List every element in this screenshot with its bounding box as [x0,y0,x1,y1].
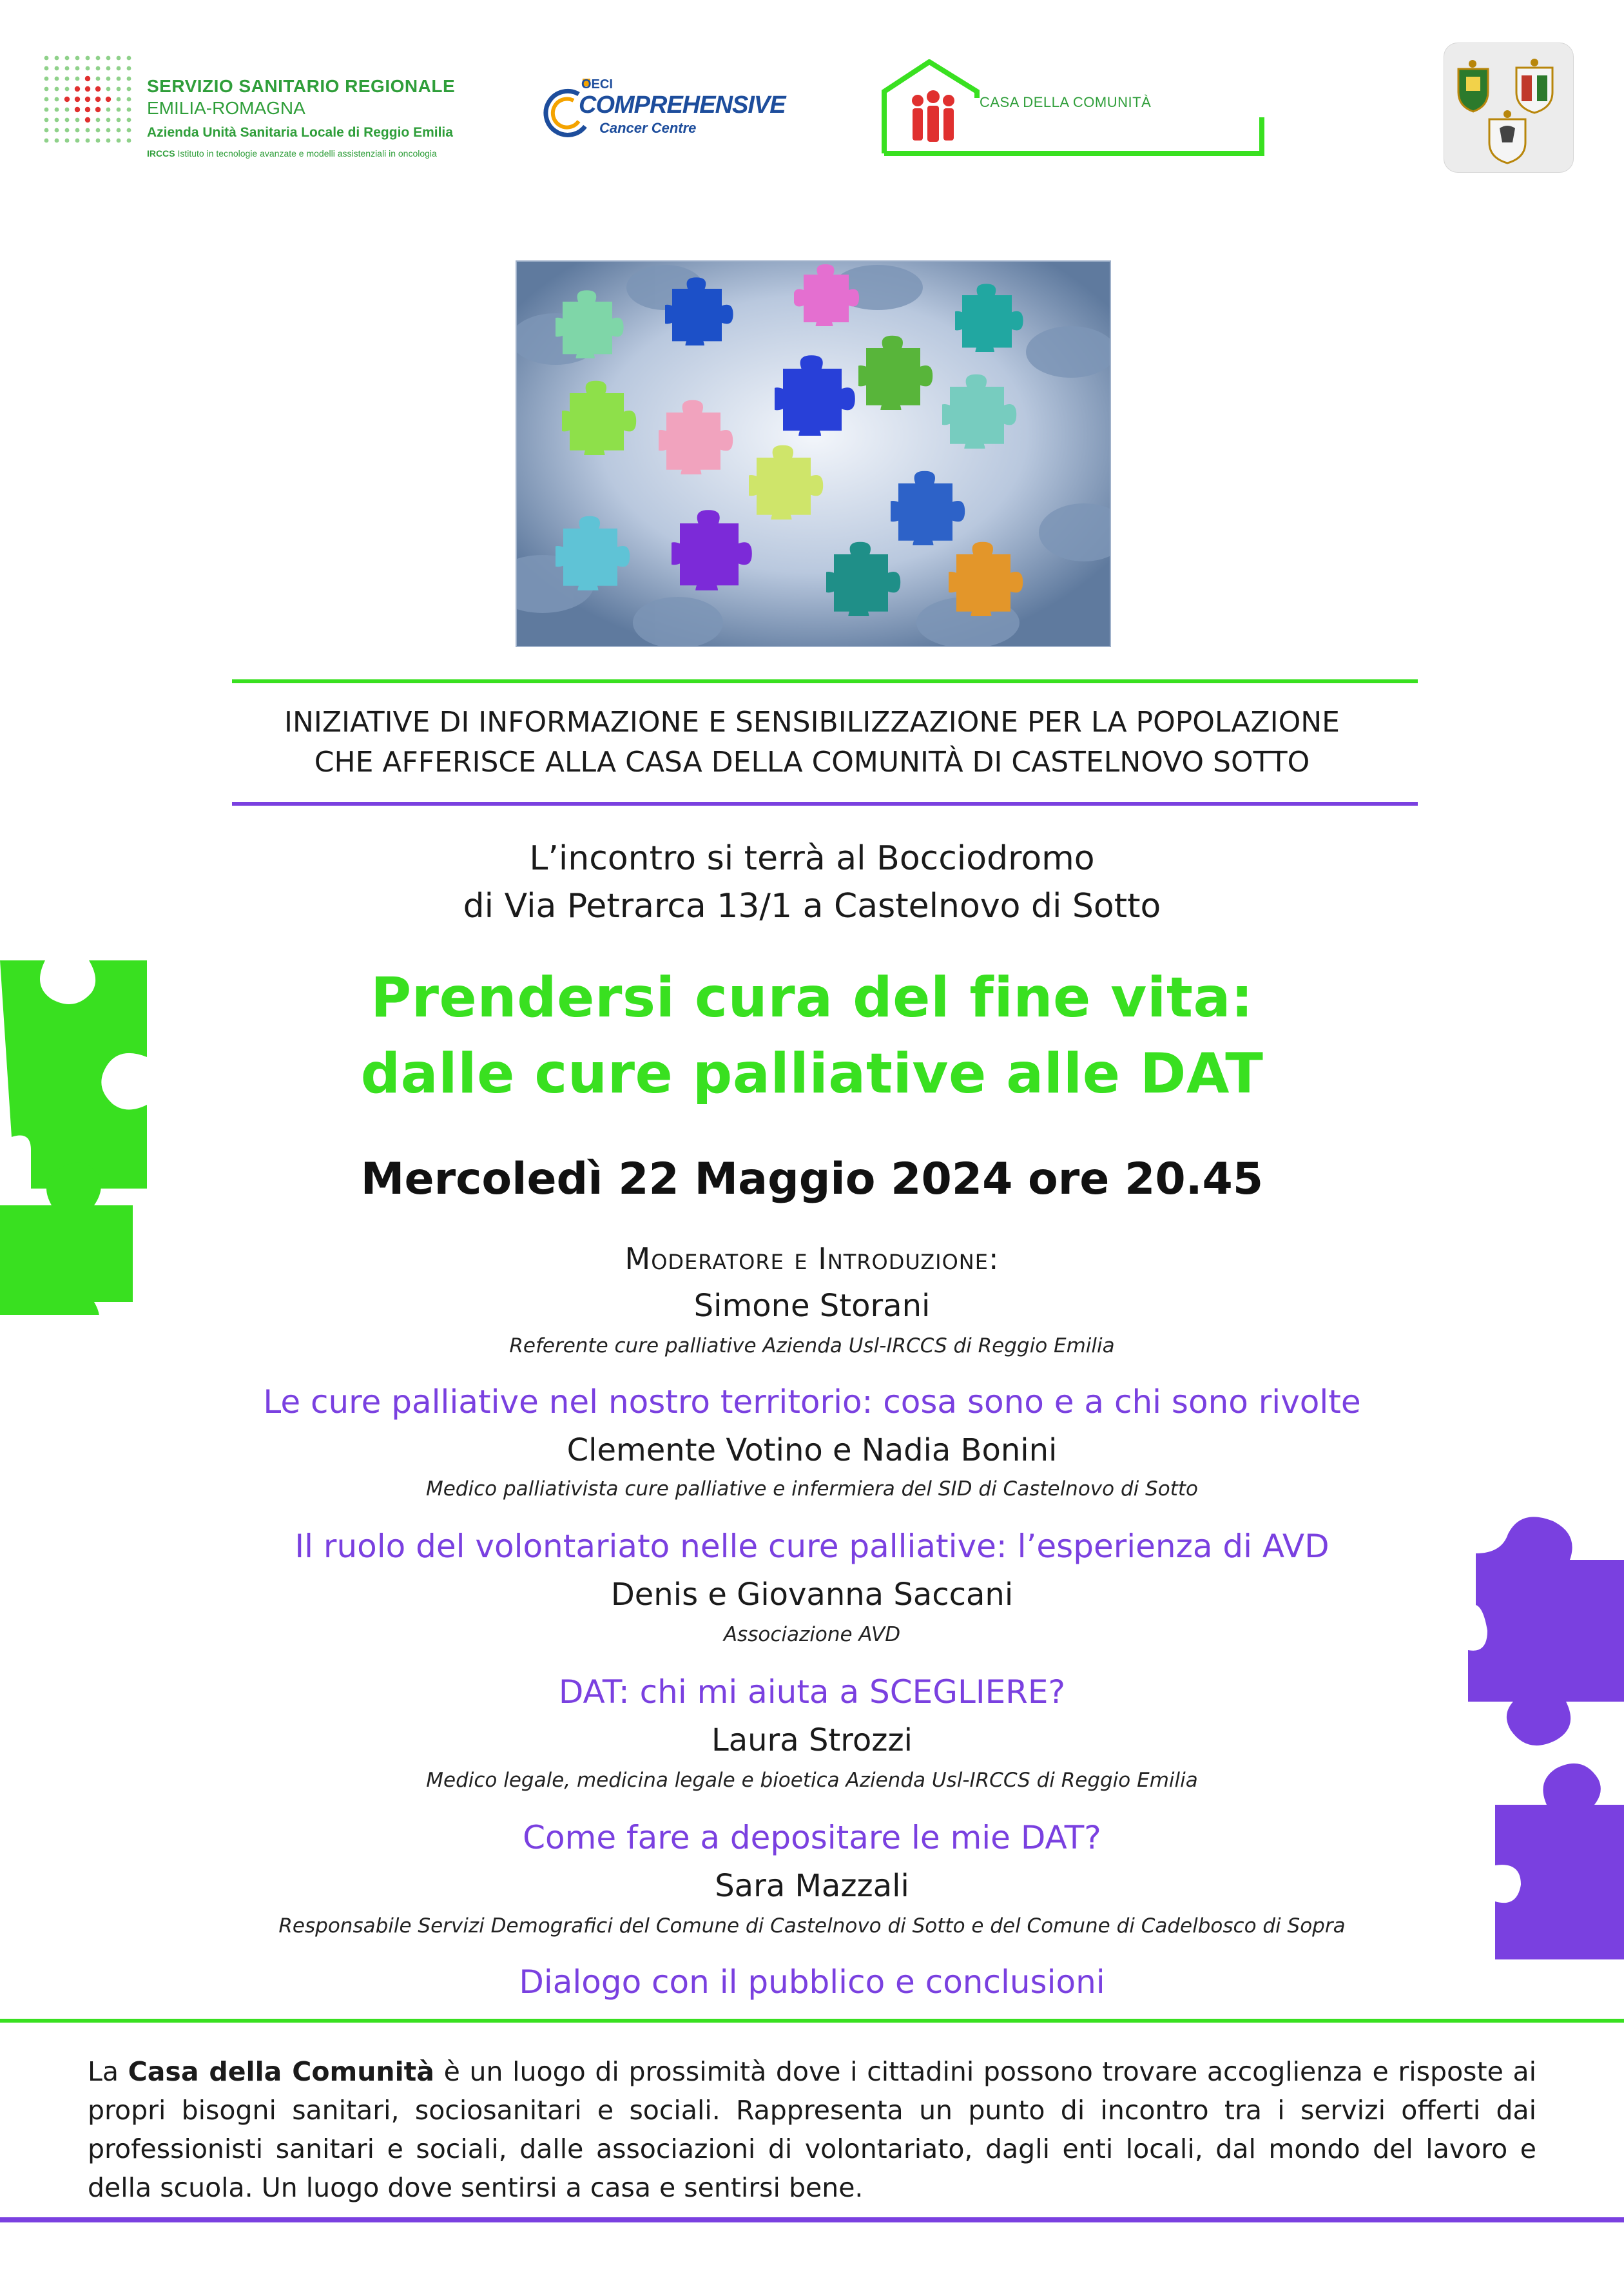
program-role-3: Medico legale, medicina legale e bioetica Azienda Usl-IRCCS di Reggio Emilia [426,1769,1198,1792]
ssr-logo-line4-text: Istituto in tecnologie avanzate e modelli assistenziali in oncologia [177,148,437,159]
banner-top-rule [232,679,1418,683]
ssr-dots-logo-icon [40,52,138,150]
program-topic-1: Le cure palliative nel nostro territorio: cosa sono e a chi sono rivolte [263,1383,1361,1421]
municipal-crests [1444,43,1574,173]
puzzle-hands-photo [516,260,1111,647]
footer-body: è un luogo di prossimità dove i cittadini possono trovare accoglienza e risposte ai propri bisogni sanitari, sociosanitari e sociali. Rappresenta un punto di incontro tra i servizi offerti dai professionisti sanitari e sociali, dalle associazioni di volontariato, dagli enti locali, dal mondo del lavoro e della scuola. Un luogo dove sentirsi a casa e sentirsi bene. [88,2056,1537,2203]
footer-bottom-rule [0,2217,1624,2222]
moderator-label: Moderatore e Introduzione: [624,1241,1000,1276]
banner-line-2: CHE AFFERISCE ALLA CASA DELLA COMUNITÀ DI CASTELNOVO SOTTO [314,746,1310,779]
green-puzzle-deco-icon [0,954,174,1315]
venue-line-2: di Via Petrarca 13/1 a Castelnovo di Sotto [463,887,1161,926]
program-speakers-1: Clemente Votino e Nadia Bonini [566,1432,1058,1468]
event-title-line-1: Prendersi cura del fine vita: [371,966,1253,1030]
program-speakers-4: Sara Mazzali [715,1868,909,1904]
venue-line-1: L’incontro si terrà al Bocciodromo [529,839,1095,878]
ssr-logo-line3: Azienda Unità Sanitaria Locale di Reggio Emilia [147,125,453,140]
moderator-role: Referente cure palliative Azienda Usl-IRCCS di Reggio Emilia [509,1334,1115,1357]
puzzle-photo-illustration [517,262,1110,646]
purple-puzzle-deco-icon [1456,1515,1624,1966]
closing-line: Dialogo con il pubblico e conclusioni [519,1963,1105,2001]
casa-logo-label: CASA DELLA COMUNITÀ [980,94,1152,110]
program-role-1: Medico palliativista cure palliative e infermiera del SID di Castelnovo di Sotto [425,1477,1199,1501]
event-date: Mercoledì 22 Maggio 2024 ore 20.45 [360,1154,1264,1205]
ssr-logo-line2: EMILIA-ROMAGNA [147,98,305,118]
footer-top-rule [0,2019,1624,2023]
program-topic-2: Il ruolo del volontariato nelle cure palliative: l’esperienza di AVD [295,1528,1329,1565]
program-topic-3: DAT: chi mi aiuta a SCEGLIERE? [558,1673,1066,1711]
crest-shields-icon [1444,43,1573,172]
oeci-logo-main: COMPREHENSIVE [579,92,786,119]
event-title-line-2: dalle cure palliative alle DAT [360,1042,1264,1106]
banner-bottom-rule [232,802,1418,806]
oeci-logo-top: OECI [581,77,613,92]
moderator-name: Simone Storani [693,1288,931,1324]
program-speakers-3: Laura Strozzi [711,1722,913,1758]
footer-description [88,2052,1536,2207]
program-topic-4: Come fare a depositare le mie DAT? [523,1819,1101,1856]
footer-prefix: La [88,2056,128,2087]
program-role-2: Associazione AVD [723,1623,901,1646]
footer-bold-name: Casa della Comunità [128,2056,434,2087]
ssr-logo-text [147,76,455,159]
ssr-logo-line4 [147,148,455,159]
ssr-logo-irccs: IRCCS [147,148,175,159]
banner-line-1: INIZIATIVE DI INFORMAZIONE E SENSIBILIZZAZIONE PER LA POPOLAZIONE [284,706,1340,739]
oeci-logo-sub: Cancer Centre [599,120,697,136]
program-speakers-2: Denis e Giovanna Saccani [610,1577,1014,1613]
program-role-4: Responsabile Servizi Demografici del Comune di Castelnovo di Sotto e del Comune di Cadelbosco di Sopra [278,1914,1346,1938]
ssr-logo-line1: SERVIZIO SANITARIO REGIONALE [147,76,456,96]
